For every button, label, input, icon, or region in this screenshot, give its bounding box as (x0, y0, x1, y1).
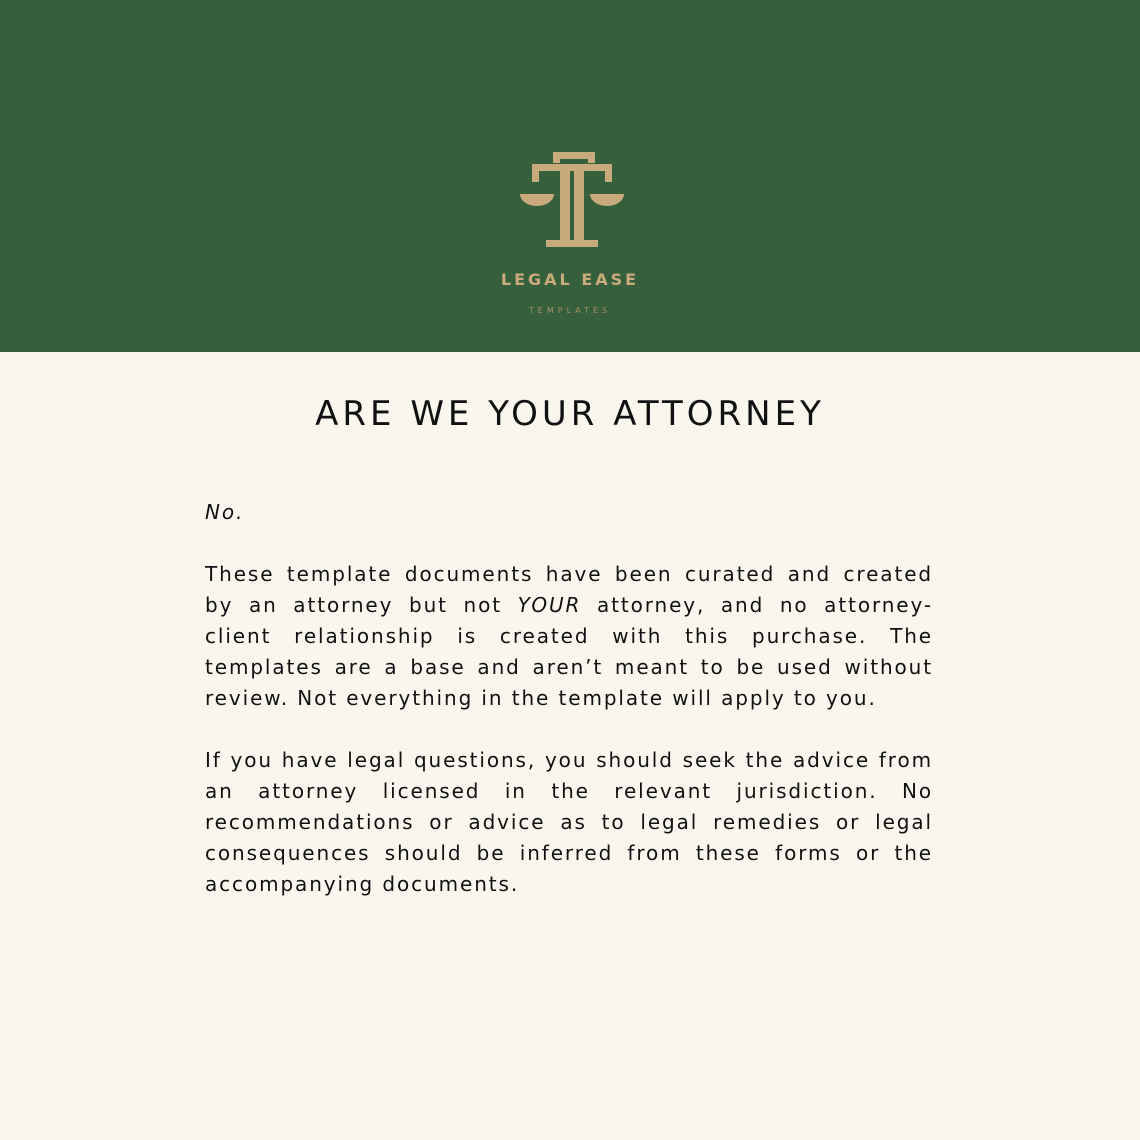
brand-name: LEGAL EASE (500, 270, 640, 289)
main-content (0, 352, 1140, 1140)
answer-text: No. (205, 500, 245, 524)
scales-of-justice-icon (518, 148, 626, 250)
brand-header (0, 0, 1140, 352)
brand-subtitle: TEMPLATES (528, 306, 612, 315)
emphasis-your: YOUR (517, 593, 582, 617)
paragraph-disclaimer-end: attorney, and no attorney-client relationship is created with this purchase. The templates are a base and aren’t meant to be used without review. Not everything in the template will apply to you. (205, 593, 934, 710)
paragraph-disclaimer-start: These template documents have been curated and created by an attorney but not (205, 562, 933, 617)
paragraph-disclaimer (205, 559, 933, 714)
paragraph-advice: If you have legal questions, you should seek the advice from an attorney licensed in the relevant jurisdiction. No recommendations or advice as to legal remedies or legal consequences should be inferred from these forms or the accompanying documents. (205, 748, 933, 896)
page-title: ARE WE YOUR ATTORNEY (315, 394, 825, 434)
body-text (205, 497, 933, 931)
